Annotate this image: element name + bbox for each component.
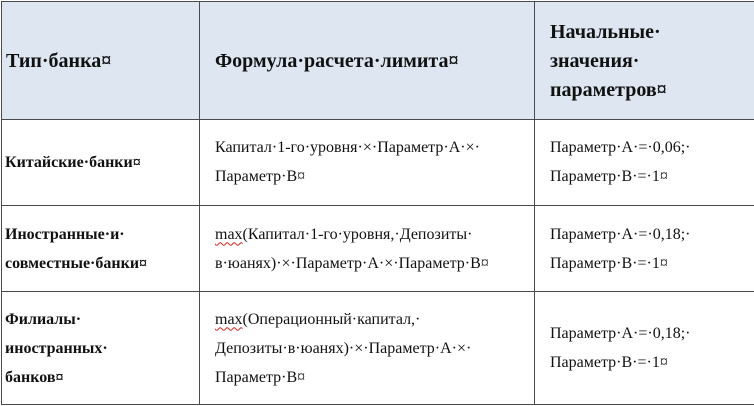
param-line: Параметр·A·=·0,06;· [550,139,691,157]
formula-text [200,133,534,191]
bank-type-text [2,220,199,278]
formula-cell[interactable] [200,206,535,292]
header-initial-values [535,16,754,105]
formula-text-span: (Операционный·капитал,· [242,310,421,328]
header-initial-line: значения· [550,49,640,72]
param-line: Параметр·A·=·0,18;· [550,225,691,243]
params-cell[interactable] [535,292,754,405]
bank-type-text [2,148,199,177]
spellcheck-word: max [215,225,243,243]
formula-line [215,249,528,278]
formula-text-span: в·юанях)·×·Параметр·A·×·Параметр·B¤ [215,254,489,272]
params-text [535,319,754,377]
bank-limit-table [1,1,754,405]
table-row [2,119,754,205]
param-line: Параметр·A·=·0,18;· [550,325,691,343]
table-header-row [2,2,754,120]
formula-text-span: Параметр·B¤ [215,168,306,186]
spellcheck-word: max [215,310,243,328]
formula-text [200,305,534,392]
bank-type-line: банков¤ [5,368,64,386]
param-line: Параметр·B·=·1¤ [550,354,668,372]
formula-text-span: Депозиты·в·юанях)·×·Параметр·A·×· [215,339,472,357]
header-initial-line: Начальные· [550,20,661,43]
header-initial-line: параметров¤ [550,78,667,101]
bank-type-line: совместные·банки¤ [5,254,148,272]
param-line: Параметр·B·=·1¤ [550,254,668,272]
params-cell[interactable] [535,206,754,292]
header-cell-formula[interactable] [200,2,535,120]
header-formula: Формула·расчета·лимита¤ [215,49,459,72]
bank-type-cell[interactable] [2,119,200,205]
formula-text-span: (Капитал·1-го·уровня,·Депозиты· [242,225,473,243]
formula-text-span: Капитал·1-го·уровня·×·Параметр·A·×· [215,139,480,157]
header-bank-type: Тип·банка¤ [6,49,112,72]
bank-type-cell[interactable] [2,292,200,405]
table-row [2,206,754,292]
formula-line [215,334,528,363]
formula-cell[interactable] [200,119,535,205]
bank-type-line: Иностранные·и· [5,225,125,243]
bank-type-cell[interactable] [2,206,200,292]
header-cell-initial-values[interactable] [535,2,754,120]
params-text [535,220,754,278]
bank-type-line: иностранных· [5,339,108,357]
params-cell[interactable] [535,119,754,205]
table-row [2,292,754,405]
formula-text [200,220,534,278]
header-cell-bank-type[interactable] [2,2,200,120]
formula-line [215,133,528,162]
param-line: Параметр·B·=·1¤ [550,168,668,186]
bank-type-text [2,305,199,392]
bank-type-line: Филиалы· [5,310,82,328]
formula-line [215,305,528,334]
formula-line [215,162,528,191]
bank-type-line: Китайские·банки¤ [5,153,141,171]
formula-cell[interactable] [200,292,535,405]
formula-text-span: Параметр·B¤ [215,368,306,386]
params-text [535,133,754,191]
formula-line [215,220,528,249]
formula-line [215,363,528,392]
